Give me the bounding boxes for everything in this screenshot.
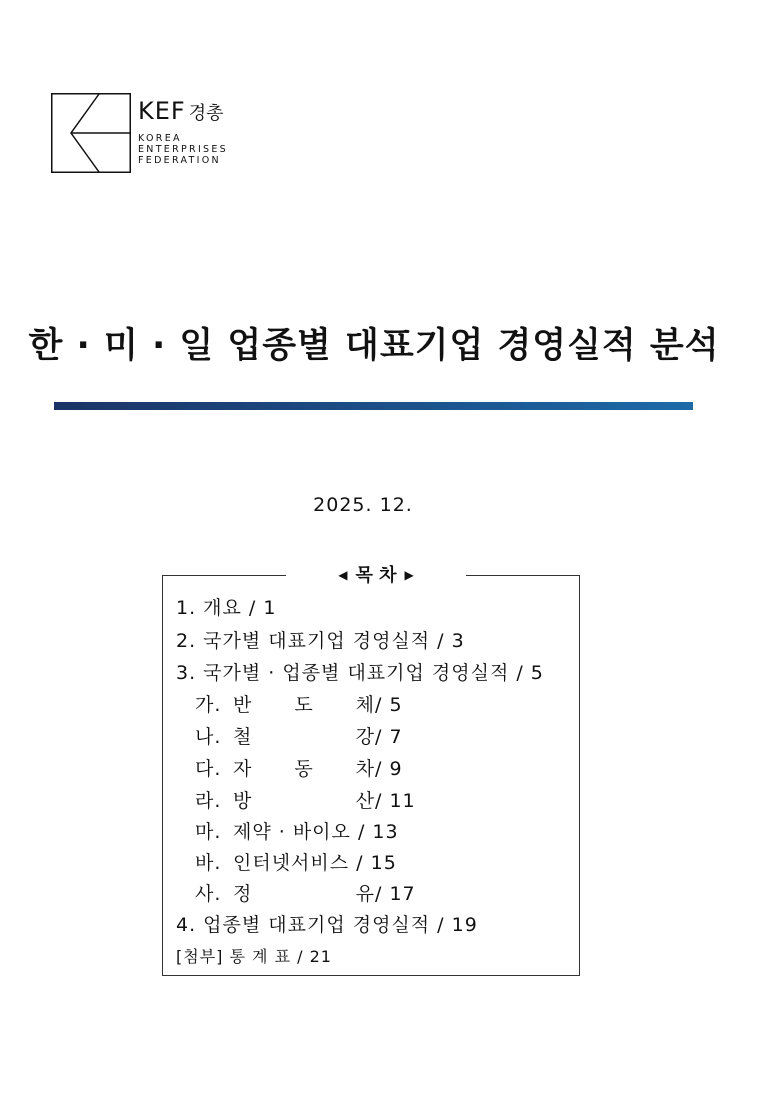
logo-line-federation: FEDERATION (138, 155, 221, 166)
document-date: 2025. 12. (313, 494, 413, 516)
logo-line-enterprises: ENTERPRISES (138, 144, 229, 155)
subitem-letter: 마. (195, 821, 222, 843)
subitem-page: / 11 (375, 790, 416, 812)
toc-item-appendix[interactable]: [첨부] 통 계 표 / 21 (176, 947, 332, 966)
subitem-page: / 9 (375, 758, 403, 780)
toc-subitem-automobile[interactable] (195, 754, 403, 781)
subitem-page: / 17 (375, 883, 416, 905)
toc-subitem-steel[interactable] (195, 722, 403, 749)
subitem-letter: 나. (195, 726, 222, 748)
subitem-name: 자 동 차 (233, 758, 375, 780)
subitem-name: 방 산 (233, 790, 375, 812)
document-title: 한 · 미 · 일 업종별 대표기업 경영실적 분석 (28, 326, 720, 366)
subitem-letter: 사. (195, 883, 222, 905)
subitem-name: 제약 · 바이오 (233, 821, 351, 843)
left-triangle-icon: ◀ (338, 568, 348, 582)
toc-heading-label: 목 차 (355, 565, 397, 586)
toc-item-by-country-industry[interactable]: 3. 국가별 · 업종별 대표기업 경영실적 / 5 (176, 662, 544, 684)
title-underline-bar (54, 402, 693, 410)
subitem-page: / 13 (357, 821, 399, 843)
subitem-name: 반 도 체 (233, 694, 375, 716)
toc-heading (286, 562, 466, 588)
subitem-letter: 가. (195, 694, 222, 716)
toc-item-by-country[interactable]: 2. 국가별 대표기업 경영실적 / 3 (176, 630, 465, 652)
kef-logo-mark (51, 93, 131, 173)
subitem-letter: 라. (195, 790, 222, 812)
toc-subitem-internet-services[interactable] (195, 848, 397, 875)
subitem-letter: 바. (195, 852, 222, 874)
subitem-name: 인터넷서비스 (233, 852, 350, 874)
logo-line-korea: KOREA (138, 133, 182, 144)
subitem-letter: 다. (195, 758, 222, 780)
subitem-name: 정 유 (233, 883, 375, 905)
subitem-page: / 7 (375, 726, 403, 748)
logo-wordmark (138, 97, 228, 166)
toc-item-by-industry[interactable]: 4. 업종별 대표기업 경영실적 / 19 (176, 914, 478, 936)
toc-subitem-defense[interactable] (195, 786, 416, 813)
logo-abbr: KEF (138, 97, 186, 125)
subitem-name: 철 강 (233, 726, 375, 748)
right-triangle-icon: ▶ (404, 568, 414, 582)
logo-korean: 경총 (188, 103, 224, 124)
subitem-page: / 15 (356, 852, 397, 874)
toc-item-overview[interactable]: 1. 개요 / 1 (176, 597, 277, 619)
toc-subitem-oil-refining[interactable] (195, 879, 416, 906)
subitem-page: / 5 (375, 694, 403, 716)
toc-subitem-semiconductor[interactable] (195, 690, 403, 717)
toc-subitem-pharma-bio[interactable] (195, 817, 399, 844)
